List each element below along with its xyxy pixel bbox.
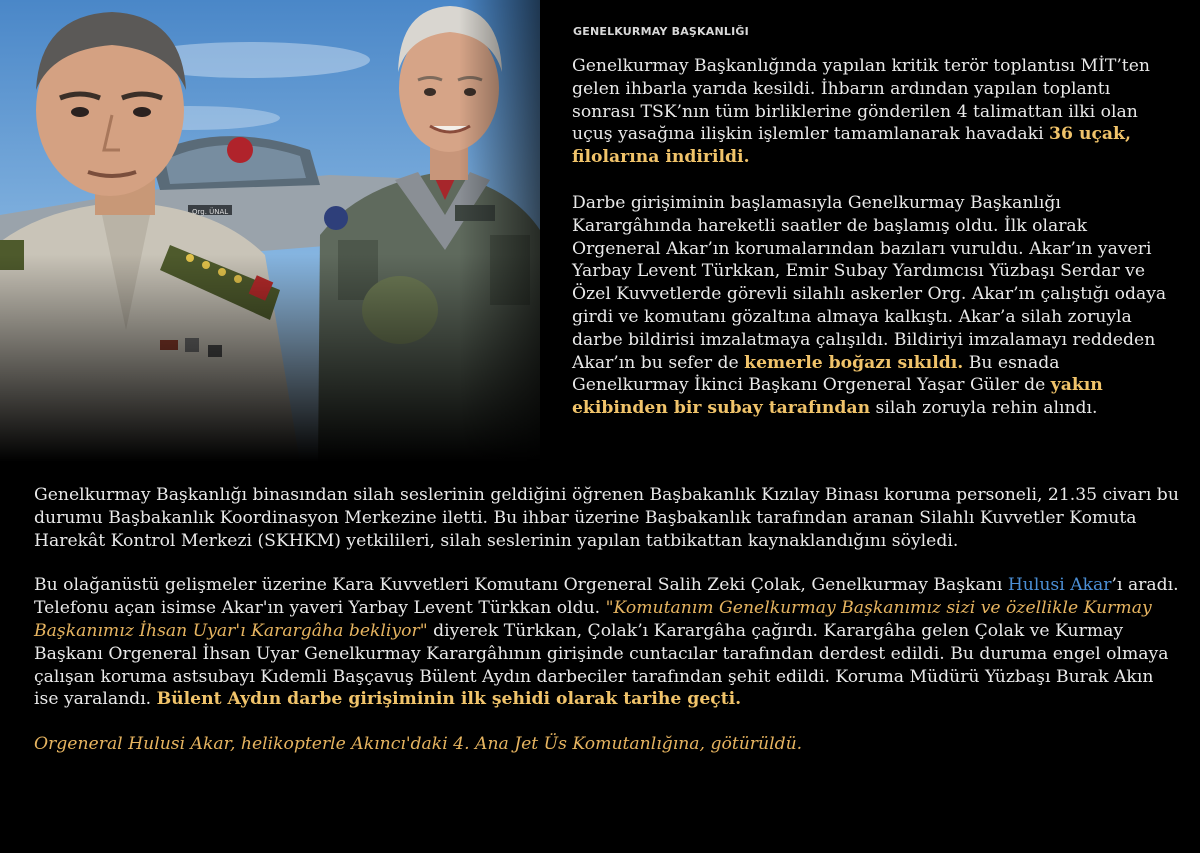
paragraph-2-text-a: Darbe girişiminin başlamasıyla Genelkurmay Başkanlığı Karargâhında hareketli saatler de başlamış oldu. İlk olarak Orgeneral Akar’ın korumalarından bazıları vuruldu. Akar’ın yaveri Yarbay Levent Türkkan, Emir Subay Yardımcısı Yüzbaşı Serdar ve Özel Kuvvetlerde görevli silahlı askerler Org. Akar’ın çalıştığı odaya girdi ve komutanı gözaltına almaya kalkıştı. Akar’a silah zoruyla darbe bildirisi imzalatmaya çalışıldı. Bildiriyi imzalamayı reddeden Akar’ın bu sefer de — [572, 192, 1167, 373]
paragraph-2-text-c: silah zoruyla rehin alındı. — [870, 398, 1098, 419]
right-column-text — [572, 55, 1172, 443]
paragraph-2-text-b: Bu esnada Genelkurmay İkinci Başkanı Orgeneral Yaşar Güler de — [572, 352, 1060, 396]
paragraph-5-text: Orgeneral Hulusi Akar, helikopterle Akıncı'daki 4. Ana Jet Üs Komutanlığına, götürüldü. — [34, 734, 803, 755]
paragraph-4-text-b: ’ı aradı. Telefonu açan isimse Akar'ın yaveri Yarbay Levent Türkkan oldu. — [34, 575, 1179, 619]
highlight-planes-landed: 36 uçak, filolarına indirildi. — [572, 124, 1131, 168]
paragraph-3 — [34, 484, 1179, 552]
paragraph-2 — [572, 192, 1172, 420]
paragraph-5 — [34, 733, 1179, 756]
paragraph-4 — [34, 574, 1179, 711]
paragraph-3-text: Genelkurmay Başkanlığı binasından silah seslerinin geldiğini öğrenen Başbakanlık Kızılay Binası koruma personeli, 21.35 civarı bu durumu Başbakanlık Koordinasyon Merkezine iletti. Bu ihbar üzerine Başbakanlık tarafından aranan Silahlı Kuvvetler Komuta Harekât Kontrol Merkezi (SKHKM) yetkilileri, silah seslerinin yapılan tatbikattan kaynaklandığını söyledi. — [34, 485, 1179, 551]
full-width-text — [34, 484, 1179, 778]
paragraph-1 — [572, 55, 1172, 169]
highlight-first-martyr: Bülent Aydın darbe girişiminin ilk şehidi olarak tarihe geçti. — [156, 689, 742, 710]
photo-illustration — [0, 0, 540, 462]
quote-text: "Komutanım Genelkurmay Başkanımız sizi ve özellikle Kurmay Başkanımız İhsan Uyar'ı Karargâha bekliyor" — [34, 598, 1152, 641]
paragraph-1-text: Genelkurmay Başkanlığında yapılan kritik terör toplantısı MİT’ten gelen ihbarla yarıda kesildi. İhbarın ardından yapılan toplantı sonrası TSK’nın tüm birliklerine gönderilen 4 talimattan ilki olan uçuş yasağına ilişkin işlemler tamamlanarak havadaki — [572, 56, 1150, 145]
highlight-belt: kemerle boğazı sıkıldı. — [744, 352, 964, 373]
section-label: GENELKURMAY BAŞKANLIĞI — [573, 25, 749, 38]
paragraph-4-text-c: diyerek Türkkan, Çolak’ı Karargâha çağırdı. Karargâha gelen Çolak ve Kurmay Başkanı Orgeneral İhsan Uyar Genelkurmay Karargâhının girişinde cuntacılar tarafından derdest edildi. Bu duruma engel olmaya çalışan koruma astsubayı Kıdemli Başçavuş Bülent Aydın darbeciler tarafından şehit edildi. Koruma Müdürü Yüzbaşı Burak Akın ise yaralandı. — [34, 620, 1169, 710]
name-link-hulusi-akar[interactable]: Hulusi Akar — [1007, 575, 1112, 596]
right-fade — [0, 0, 540, 462]
paragraph-4-text-a: Bu olağanüstü gelişmeler üzerine Kara Kuvvetleri Komutanı Orgeneral Salih Zeki Çolak, Genelkurmay Başkanı — [34, 575, 1008, 596]
hero-photo — [0, 0, 540, 462]
highlight-officer: yakın ekibinden bir subay tarafından — [572, 375, 1103, 419]
